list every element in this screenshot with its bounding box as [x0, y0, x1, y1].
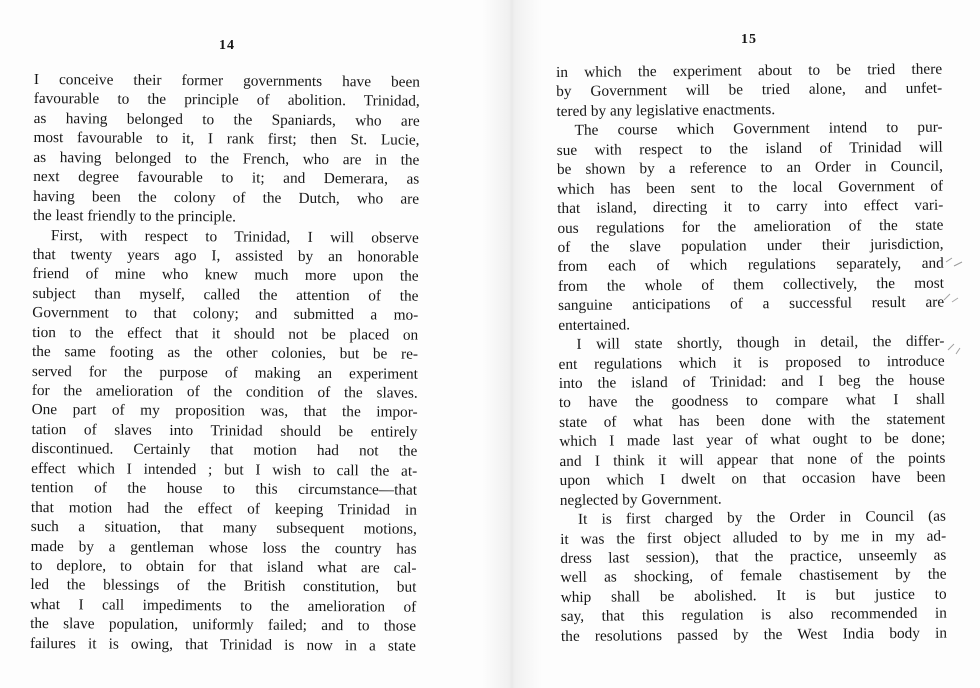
text-line: failures it is owing, that Trinidad is now in a state — [29, 634, 417, 655]
text-line: dress last session), that the practice, unseemly as — [560, 546, 947, 567]
text-line: ent regulations which it is proposed to introduce — [558, 352, 945, 373]
text-line: Government to that colony; and submitted a mo- — [32, 304, 419, 324]
text-line: which has been sent to the local Government of — [557, 177, 944, 198]
text-line: that island, directing it to carry into effect vari- — [557, 196, 944, 218]
text-line: as having belonged to the Spaniards, who are — [33, 109, 420, 130]
text-line: First, with respect to Trinidad, I will observe — [50, 226, 419, 247]
text-line: that twenty years ago I, assisted by an honorable — [32, 245, 419, 266]
text-line: most favourable to it, I rank first; then St. Lucie, — [33, 129, 420, 150]
text-line: for the amelioration of the condition of the slaves. — [31, 381, 418, 402]
text-line: sue with respect to the island of Trinidad will — [556, 138, 943, 159]
text-line: from each of which regulations separately, and — [557, 254, 944, 276]
text-line: state of what has been done with the statement — [559, 410, 946, 431]
text-line: such a situation, that many subsequent motions, — [30, 518, 417, 538]
left-page-text — [30, 70, 420, 656]
text-line: tation of slaves into Trinidad should be entirely — [31, 420, 418, 441]
text-line: to have the goodness to compare what I shall — [558, 391, 946, 412]
text-line: the resolutions passed by the West India body in — [560, 624, 948, 645]
text-line: upon which I dwelt on that occasion have been — [559, 468, 946, 490]
text-line: I conceive their former governments have been — [33, 70, 420, 91]
text-line: it was the first object alluded to by me in my ad- — [560, 527, 947, 548]
text-line: sanguine anticipations of a successful result are — [558, 293, 945, 315]
book-gutter — [482, 0, 542, 688]
text-line: entertained. — [558, 316, 631, 334]
text-line: by Government will be tried alone, and unfet- — [556, 80, 943, 101]
text-line: made by a gentleman whose loss the country has — [30, 537, 417, 558]
text-line: served for the purpose of making an experiment — [31, 362, 418, 383]
text-line: having been the colony of the Dutch, who are — [33, 187, 420, 208]
text-line: the slave population, uniformly failed; and to those — [30, 615, 417, 635]
text-line: that motion had the effect of keeping Trinidad in — [30, 498, 417, 519]
text-line: next degree favourable to it; and Demerara, as — [33, 168, 420, 188]
text-line: what I call impediments to the amelioration of — [30, 595, 417, 616]
text-line: which I made last year of what ought to be done; — [559, 429, 946, 451]
text-line: tention of the house to this circumstance—that — [31, 479, 418, 499]
left-page-number: 14 — [219, 38, 235, 53]
text-line: and I think it will appear that none of the points — [559, 449, 946, 470]
text-line: of the slave population under their jurisdiction, — [557, 235, 944, 256]
text-line: tered by any legislative enactments. — [556, 100, 776, 120]
right-page-number: 15 — [741, 32, 757, 47]
margin-pencil-marks — [940, 250, 970, 370]
text-line: whip shall be abolished. It is but justice to — [560, 585, 947, 606]
text-line: effect which I intended ; but I wish to call the at- — [31, 459, 418, 480]
text-line: in which the experiment about to be tried there — [556, 60, 943, 81]
text-line: I will state shortly, though in detail, the differ- — [576, 332, 945, 353]
text-line: the same footing as the other colonies, but be re- — [31, 343, 419, 363]
text-line: from the whole of them collectively, the most — [557, 274, 945, 295]
text-line: subject than myself, called the attention of the — [32, 284, 419, 305]
text-line: neglected by Government. — [559, 490, 722, 509]
text-line: into the island of Trinidad: and I beg the house — [558, 371, 945, 392]
text-line: The course which Government intend to pur- — [574, 118, 943, 140]
text-line: tion to the effect that it should not be placed on — [32, 323, 419, 344]
text-line: favourable to the principle of abolition. Trinidad, — [33, 90, 420, 111]
text-line: to deplore, to obtain for that island what are cal- — [30, 556, 417, 577]
text-line: friend of mine who knew much more upon the — [32, 265, 419, 286]
text-line: It is first charged by the Order in Council (as — [577, 507, 947, 528]
text-line: the least friendly to the principle. — [32, 207, 237, 226]
text-line: well as shocking, of female chastisement by the — [560, 565, 947, 587]
text-line: discontinued. Certainly that motion had not the — [31, 440, 418, 460]
right-page-text — [556, 60, 947, 646]
text-line: led the blessings of the British constitution, but — [30, 576, 417, 597]
text-line: ous regulations for the amelioration of the state — [557, 216, 944, 237]
text-line: as having belonged to the French, who are in the — [33, 148, 420, 169]
text-line: One part of my proposition was, that the impor- — [31, 401, 418, 422]
text-line: be shown by a reference to an Order in Council, — [556, 157, 943, 179]
text-line: say, that this regulation is also recommended in — [560, 604, 947, 626]
